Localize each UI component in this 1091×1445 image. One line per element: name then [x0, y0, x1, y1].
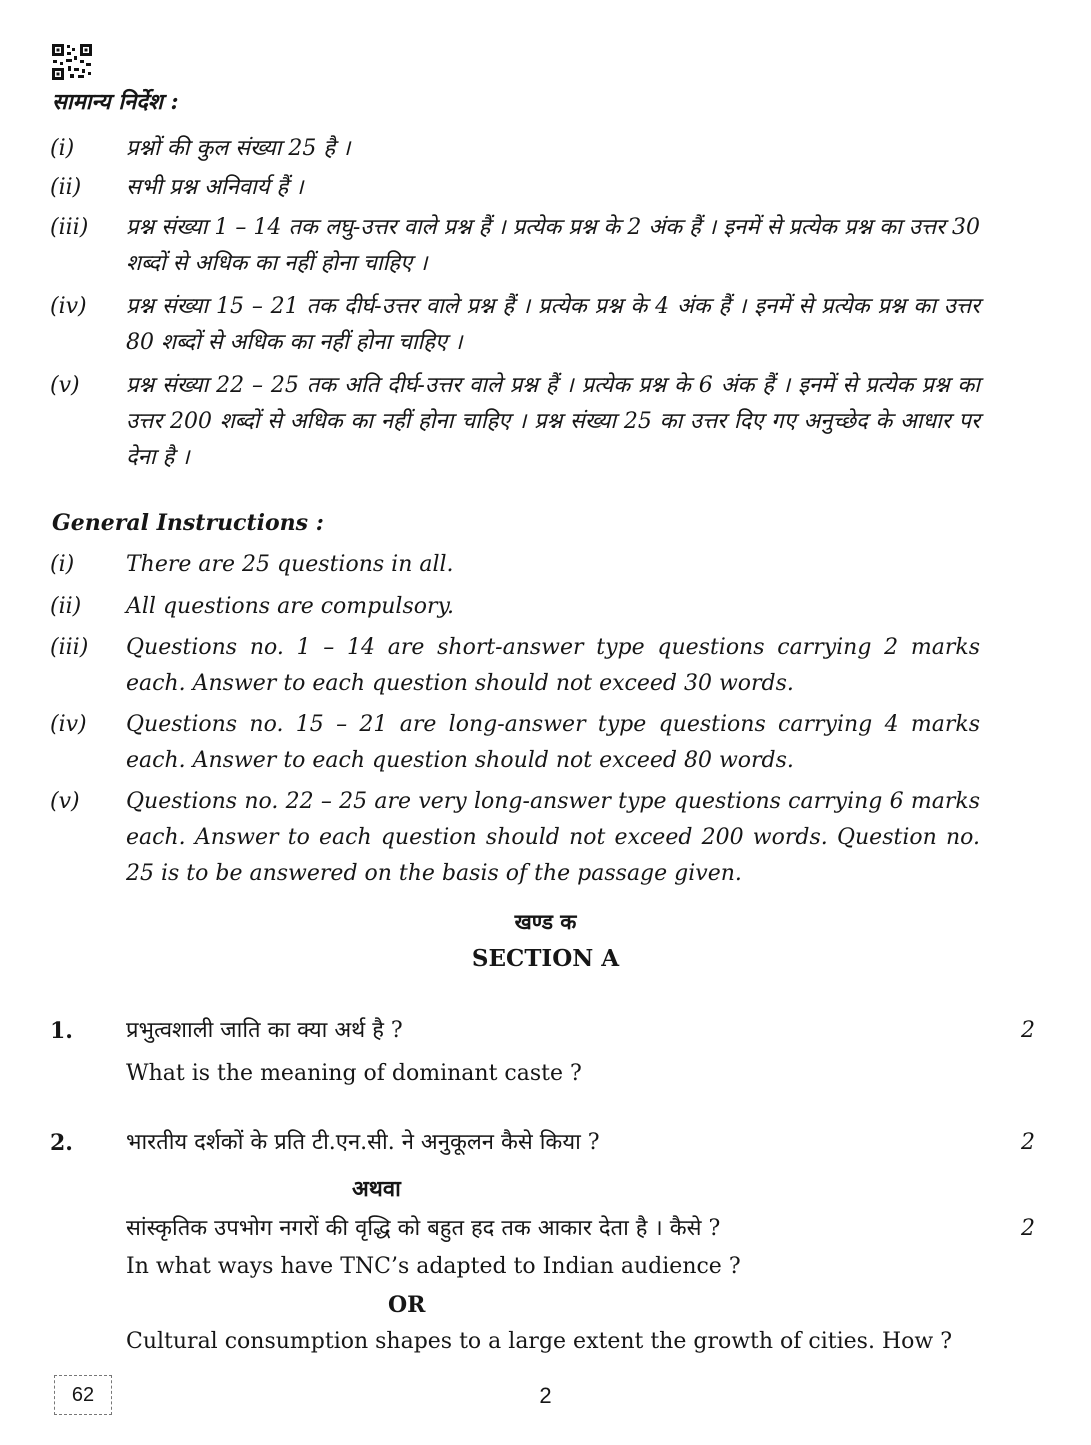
qr-code-icon [52, 44, 92, 80]
question-text-hindi: भारतीय दर्शकों के प्रति टी.एन.सी. ने अनुकूलन कैसे किया ? [126, 1130, 600, 1155]
question-number: 1. [50, 1018, 73, 1044]
english-instruction-5: (v) Questions no. 22 – 25 are very long-answer type questions carrying 6 marks each. Answer to each question should not exceed 200 words. Question no. 25 is to be answered on the basis of the passage given. [50, 789, 980, 886]
page-number: 2 [539, 1383, 552, 1408]
hindi-instruction-3: (iii) प्रश्न संख्या 1 – 14 तक लघु-उत्तर वाले प्रश्न हैं । प्रत्येक प्रश्न के 2 अंक हैं । इनमें से प्रत्येक प्रश्न का उत्तर 30 शब्दों से अधिक का नहीं होना चाहिए । [50, 215, 980, 276]
general-instructions-heading: General Instructions : [52, 510, 324, 536]
hindi-instruction-5: (v) प्रश्न संख्या 22 – 25 तक अति दीर्घ-उत्तर वाले प्रश्न हैं । प्रत्येक प्रश्न के 6 अंक हैं । इनमें से प्रत्येक प्रश्न का उत्तर 200 शब्दों से अधिक का नहीं होना चाहिए । प्रश्न संख्या 25 का उत्तर दिए गए अनुच्छेद के आधार पर देना है । [50, 373, 980, 470]
question-number: 2. [50, 1130, 73, 1156]
alternative-text-hindi: सांस्कृतिक उपभोग नगरों की वृद्धि को बहुत हद तक आकार देता है । कैसे ? [126, 1216, 721, 1241]
english-instruction-3: (iii) Questions no. 1 – 14 are short-answer type questions carrying 2 marks each. Answer to each question should not exceed 30 words. [50, 635, 980, 696]
hindi-instructions-heading: सामान्य निर्देश : [52, 89, 179, 115]
english-instruction-1: (i) There are 25 questions in all. [50, 552, 454, 577]
english-instruction-2: (ii) All questions are compulsory. [50, 594, 455, 619]
or-label-english: OR [388, 1292, 426, 1318]
section-heading-english: SECTION A [471, 945, 620, 972]
hindi-instruction-2: (ii) सभी प्रश्न अनिवार्य हैं । [50, 175, 304, 200]
question-2-text-english: In what ways have TNC’s adapted to Indian audience ? [126, 1254, 741, 1279]
paper-code-box: 62 [54, 1375, 112, 1415]
section-heading-hindi: खण्ड क [514, 909, 577, 934]
alternative-marks: 2 [1021, 1216, 1035, 1241]
question-1 [50, 1014, 1035, 1048]
question-2 [50, 1126, 1035, 1160]
question-marks: 2 [1021, 1130, 1035, 1155]
question-text-hindi: प्रभुत्वशाली जाति का क्या अर्थ है ? [126, 1018, 403, 1043]
hindi-instruction-4: (iv) प्रश्न संख्या 15 – 21 तक दीर्घ-उत्तर वाले प्रश्न हैं । प्रत्येक प्रश्न के 4 अंक हैं । इनमें से प्रत्येक प्रश्न का उत्तर 80 शब्दों से अधिक का नहीं होना चाहिए । [50, 294, 980, 355]
question-marks: 2 [1021, 1018, 1035, 1043]
alternative-text-english: Cultural consumption shapes to a large extent the growth of cities. How ? [126, 1329, 952, 1354]
question-2-alternative [50, 1212, 1035, 1246]
hindi-instruction-1: (i) प्रश्नों की कुल संख्या 25 है । [50, 136, 351, 161]
question-1-text-english: What is the meaning of dominant caste ? [126, 1061, 582, 1086]
english-instruction-4: (iv) Questions no. 15 – 21 are long-answer type questions carrying 4 marks each. Answer to each question should not exceed 80 words. [50, 712, 980, 773]
or-label-hindi: अथवा [352, 1176, 401, 1202]
